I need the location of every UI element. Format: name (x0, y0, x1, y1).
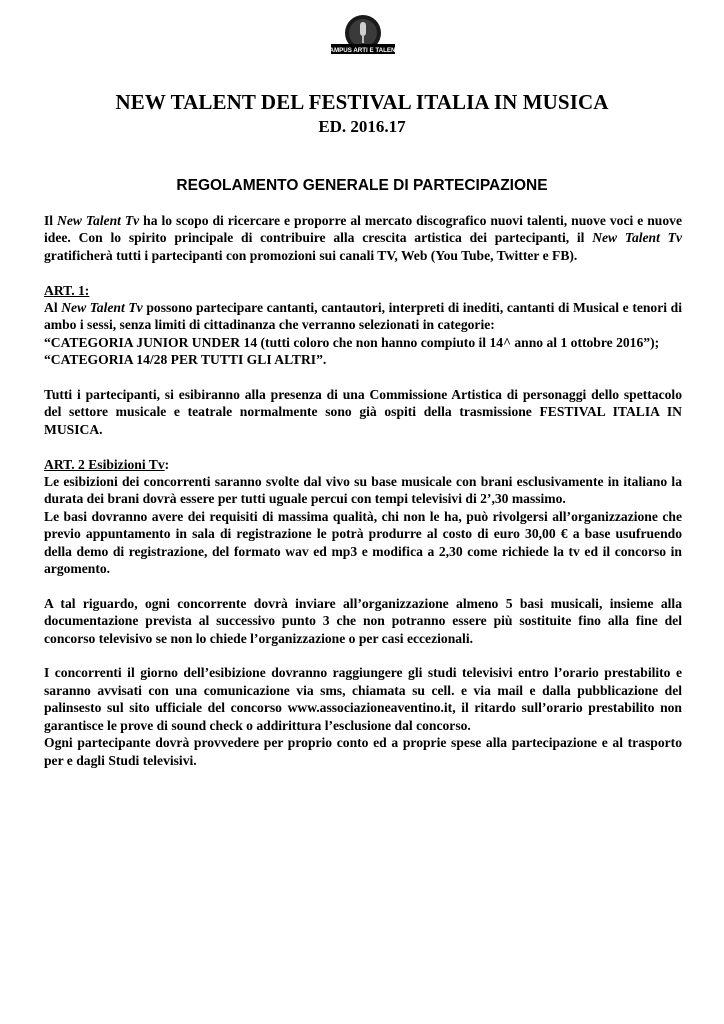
intro-emphasis-2: New Talent Tv (592, 230, 682, 246)
section-title: REGOLAMENTO GENERALE DI PARTECIPAZIONE (176, 177, 548, 194)
art2-paragraph-2: Le basi dovranno avere dei requisiti di massima qualità, chi non le ha, può rivolgersi all’organizzazione che previo appuntamento in sala di registrazione le potrà produrre al costo di euro 30,00 € a base usufruendo della demo di registrazione, del formato wav ed mp3 e modifica a 2,30 come richiede la tv ed il concorso in argomento. (44, 508, 682, 577)
art1-emphasis: New Talent Tv (61, 300, 143, 316)
art1-text-a: Al (44, 300, 62, 316)
art2-heading-text: ART. 2 Esibizioni Tv (44, 456, 165, 472)
category-junior: “CATEGORIA JUNIOR UNDER 14 (tutti coloro che non hanno compiuto il 14^ anno al 1 ottobre 2016”); (44, 334, 660, 350)
art1-heading-text: ART. 1: (44, 282, 90, 298)
art1-heading (44, 282, 682, 299)
intro-text-2: ha lo scopo di ricercare e proporre al mercato discografico nuovi talenti, nuove voci e nuove idee. Con lo spirito principale di contribuire alla crescita artistica dei partecipanti, il (44, 213, 682, 246)
intro-emphasis-1: New Talent Tv (57, 213, 140, 228)
art2-paragraph-1: Le esibizioni dei concorrenti saranno svolte dal vivo su base musicale con brani esclusivamente in italiano la durata dei brani dovrà essere per tutti uguale percui con tempi televisivi di 2’,30 massimo. (44, 474, 682, 507)
intro-text-3: gratificherà tutti i partecipanti con promozioni sui canali TV, Web (You Tube, Twitter e FB). (44, 247, 578, 263)
page-subtitle: ED. 2016.17 (318, 117, 406, 136)
art2-paragraph-5: Ogni partecipante dovrà provvedere per proprio conto ed a proprie spese alla partecipazione e al trasporto per e dagli Studi televisivi. (44, 735, 682, 768)
art1-text-b: possono partecipare cantanti, cantautori, interpreti di inediti, cantanti di Musical e tenori di ambo i sessi, senza limiti di cittadinanza che verranno selezionati in categorie: (44, 300, 682, 333)
logo-text: CAMPUS ARTI E TALENTI (325, 47, 401, 54)
art2-heading-colon: : (164, 456, 170, 472)
intro-paragraph (44, 212, 682, 264)
art2-heading (44, 456, 682, 473)
art1-paragraph (44, 299, 682, 334)
campus-logo (325, 14, 401, 60)
category-14-28: “CATEGORIA 14/28 PER TUTTI GLI ALTRI”. (44, 352, 327, 368)
document-body (44, 212, 682, 769)
art2-paragraph-3: A tal riguardo, ogni concorrente dovrà inviare all’organizzazione almeno 5 basi musicali, insieme alla documentazione prevista al successivo punto 3 che non potranno essere più sostituite fino alla fine del concorso televisivo se non lo chiede l’organizzazione o per casi eccezionali. (44, 595, 682, 646)
commission-paragraph: Tutti i partecipanti, si esibiranno alla presenza di una Commissione Artistica di personaggi dello spettacolo del settore musicale e teatrale normalmente sono già ospiti della trasmissione FESTIVAL ITALIA IN MUSICA. (44, 387, 682, 437)
art2-paragraph-4: I concorrenti il giorno dell’esibizione dovranno raggiungere gli studi televisivi entro l’orario prestabilito e saranno avvisati con una comunicazione via sms, chiamata su cell. e via mail e dalla pubblicazione del palinsesto sul sito ufficiale del concorso www.associazioneaventino.it, il ritardo sull’orario prestabilito non garantisce le prove di sound check o addirittura l’esclusione dal concorso. (44, 665, 682, 733)
intro-text-1: Il (44, 213, 58, 228)
page-title: NEW TALENT DEL FESTIVAL ITALIA IN MUSICA (115, 90, 609, 114)
